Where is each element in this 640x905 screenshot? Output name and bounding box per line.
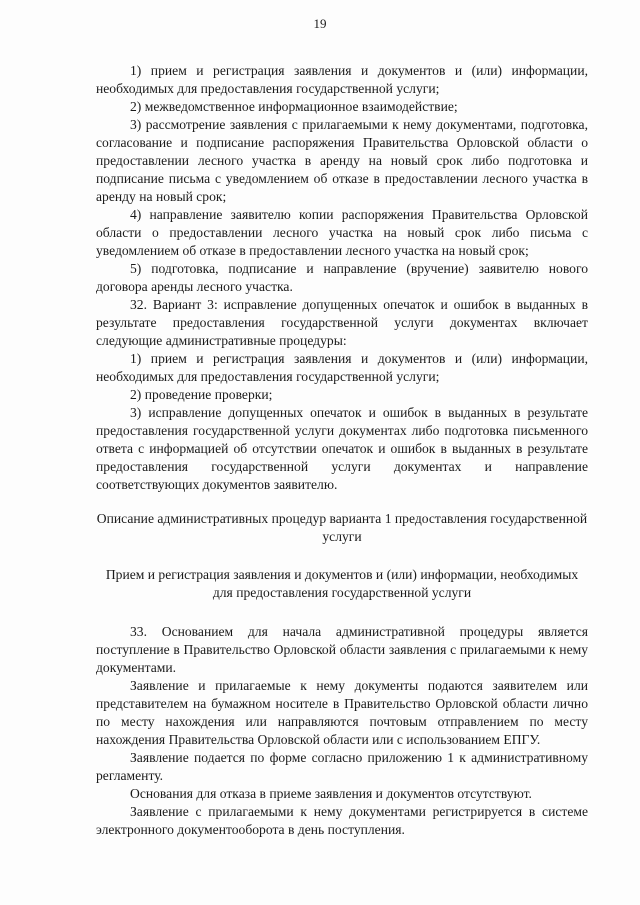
list-item: 1) прием и регистрация заявления и документов и (или) информации, необходимых для предоставления государственной услуги; (96, 351, 588, 384)
list-item: 3) исправление допущенных опечаток и ошибок в выданных в результате предоставления государственной услуги документах либо подготовка письменного ответа с информацией об отсутствии опечаток и ошибок в выданных в результате предоставления государственной услуги документах и направление соответствующих документов заявителю. (96, 405, 588, 492)
paragraph: Заявление и прилагаемые к нему документы подаются заявителем или представителем на бумажном носителе в Правительство Орловской области лично по месту нахождения или направляются почтовым отправлением по месту нахождения Правительства Орловской области или с использованием ЕПГУ. (96, 678, 588, 747)
paragraph: 33. Основанием для начала административной процедуры является поступление в Правительство Орловской области заявления с прилагаемыми к нему документами. (96, 624, 588, 675)
document-body (96, 62, 588, 839)
list-item: 1) прием и регистрация заявления и документов и (или) информации, необходимых для предоставления государственной услуги; (96, 63, 588, 96)
page-number: 19 (313, 16, 327, 31)
paragraph: Основания для отказа в приеме заявления и документов отсутствуют. (130, 786, 532, 801)
section-heading: Описание административных процедур варианта 1 предоставления государственной услуги (96, 511, 588, 544)
paragraph: 32. Вариант 3: исправление допущенных опечаток и ошибок в выданных в результате предоставления государственной услуги документах включает следующие административные процедуры: (96, 297, 588, 348)
list-item: 2) межведомственное информационное взаимодействие; (130, 99, 458, 114)
list-item: 2) проведение проверки; (130, 387, 273, 402)
list-item: 5) подготовка, подписание и направление (вручение) заявителю нового договора аренды лесного участка. (96, 261, 588, 294)
list-item: 4) направление заявителю копии распоряжения Правительства Орловской области о предоставлении лесного участка на новый срок либо письма с уведомлением об отказе в предоставлении лесного участка на новый срок; (96, 207, 588, 258)
list-item: 3) рассмотрение заявления с прилагаемыми к нему документами, подготовка, согласование и подписание распоряжения Правительства Орловской области о предоставлении лесного участка в аренду на новый срок либо подготовка и подписание письма с уведомлением об отказе в предоставлении лесного участка в аренду на новый срок; (96, 117, 588, 204)
paragraph: Заявление подается по форме согласно приложению 1 к административному регламенту. (96, 750, 588, 783)
subsection-heading: Прием и регистрация заявления и документов и (или) информации, необходимых для предоставления государственной услуги (105, 567, 579, 600)
paragraph: Заявление с прилагаемыми к нему документами регистрируется в системе электронного документооборота в день поступления. (96, 804, 588, 837)
